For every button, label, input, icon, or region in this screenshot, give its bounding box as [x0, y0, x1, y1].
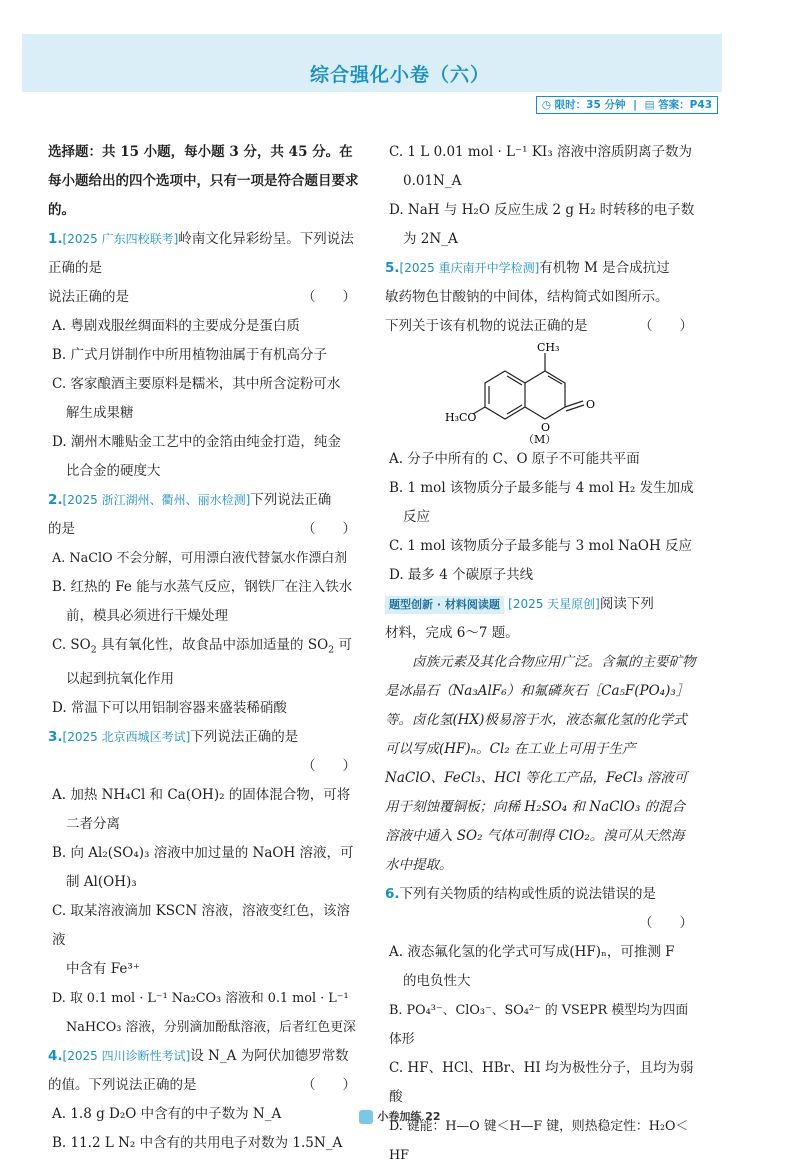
option-a: A. 分子中所有的 C、O 原子不可能共平面 [389, 451, 640, 467]
option-b: B. 向 Al₂(SO₄)₃ 溶液中加过量的 NaOH 溶液，可 [52, 844, 354, 861]
option-b-cont: 前，模具必须进行干燥处理 [66, 608, 228, 624]
question-stem: 下列说法正确的是 [190, 728, 299, 745]
answer-blank: （ ） [302, 757, 356, 774]
right-column [385, 138, 697, 1170]
question-4 [48, 1042, 360, 1158]
answer-ref: 答案：P43 [658, 99, 712, 111]
document-icon: ▤ [644, 99, 655, 111]
option-a-cont: 二者分离 [66, 815, 120, 832]
methoxy-label: H₃CO [445, 411, 477, 424]
option-b-cont: 制 Al(OH)₃ [66, 873, 137, 890]
question-stem-cont2: 下列关于该有机物的说法正确的是 [385, 318, 588, 334]
option-d-cont: 比合金的硬度大 [66, 463, 161, 479]
time-limit: 限时：35 分钟 [554, 99, 626, 111]
instructions: 选择题：共 15 小题，每小题 3 分，共 45 分。在每小题给出的四个选项中，只有一项是符合题目要求的。 [48, 144, 359, 218]
option-b: B. 11.2 L N₂ 中含有的共用电子对数为 1.5N_A [52, 1134, 343, 1151]
question-3 [48, 723, 360, 1042]
coumarin-structure [445, 341, 645, 445]
option-d: D. 最多 4 个碳原子共线 [389, 567, 534, 583]
option-c-cont: 以起到抗氧化作用 [66, 670, 174, 687]
option-a: A. 粤剧戏服丝绸面料的主要成分是蛋白质 [52, 318, 300, 334]
question-stem-cont: 敏药物色甘酸钠的中间体，结构简式如图所示。 [385, 289, 669, 305]
option-b: B. 广式月饼制作中所用植物油属于有机高分子 [52, 347, 328, 363]
question-number: 6. [385, 886, 400, 902]
header-meta: ◷ 限时：35 分钟 | ▤ 答案：P43 [536, 96, 718, 114]
question-stem: 岭南文化异彩纷呈。下列说法正确的是 [48, 231, 354, 276]
option-c: C. 客家酿酒主要原料是糯米，其中所含淀粉可水 [52, 376, 341, 392]
question-1: 1.[2025 广东四校联考]岭南文化异彩纷呈。下列说法正确的是 说法正确的是 （ ） A. 粤剧戏服丝绸面料的主要成分是蛋白质 B. 广式月饼制作中所用植物油属于有机高分子 C. 客家酿酒主要原料是糯米，其中所含淀粉可水 解生成果糖 D. 潮州木雕贴金工艺中的金箔由纯金打造，纯金 比合金的硬度大 [48, 225, 360, 486]
option-c: C. HF、HCl、HBr、HI 均为极性分子，且均为弱酸 [389, 1060, 694, 1105]
question-stem: 有机物 M 是合成抗过 [539, 260, 670, 276]
question-stem: 下列说法正确 [250, 492, 332, 508]
reading-lead: 阅读下列 [599, 596, 654, 612]
question-type-badge: 题型创新 · 材料阅读题 [385, 596, 504, 614]
option-c-cont: 0.01N_A [403, 173, 462, 189]
molecule-structure [385, 341, 697, 445]
option-c: C. $SO_2$ 具有氧化性，故食品中添加适量的 $SO_2$ 可 [52, 637, 352, 656]
clock-icon: ◷ [541, 99, 552, 111]
option-b: B. 1 mol 该物质分子最多能与 4 mol H₂ 发生加成 [389, 480, 694, 496]
question-6 [385, 880, 697, 1170]
option-c: C. 取某溶液滴加 KSCN 溶液，溶液变红色，该溶液 [52, 902, 350, 948]
answer-blank: （ ） [302, 521, 356, 537]
option-a: A. NaClO 不会分解，可用漂白液代替氯水作漂白剂 [52, 551, 347, 566]
option-d: D. 取 0.1 mol · L⁻¹ Na₂CO₃ 溶液和 0.1 mol · L⁻¹ [52, 990, 349, 1006]
source-tag: [2025 浙江湖州、衢州、丽水检测] [62, 493, 251, 507]
option-c: C. 1 mol 该物质分子最多能与 3 mol NaOH 反应 [389, 538, 693, 554]
molecule-label: （M） [523, 433, 557, 445]
option-d-cont: 为 2N_A [403, 231, 458, 247]
page-title: 综合强化小卷（六） [309, 64, 490, 86]
left-column [48, 138, 360, 1158]
methyl-label: CH₃ [537, 341, 560, 354]
question-number: 4. [48, 1047, 63, 1064]
question-2 [48, 486, 360, 723]
answer-blank: （ ） [302, 289, 356, 305]
option-b: B. 红热的 Fe 能与水蒸气反应，钢铁厂在注入铁水 [52, 579, 353, 595]
source-tag: [2025 广东四校联考] [62, 232, 179, 246]
carbonyl-oxygen-label: O [586, 398, 596, 411]
ring-oxygen-label: O [541, 421, 551, 434]
reading-lead-cont: 材料，完成 6～7 题。 [385, 625, 519, 641]
question-stem: 设 N_A 为阿伏加德罗常数 [190, 1047, 349, 1064]
question-stem: 下列有关物质的结构或性质的说法错误的是 [399, 886, 657, 902]
question-number: 5. [385, 260, 400, 276]
answer-blank: （ ） [302, 1076, 356, 1093]
question-stem-cont: 的是 [48, 521, 75, 537]
answer-blank: （ ） [639, 915, 693, 931]
option-d: D. NaH 与 H₂O 反应生成 2 g H₂ 时转移的电子数 [389, 202, 695, 218]
option-c-cont: 解生成果糖 [66, 405, 134, 421]
option-d: D. 常温下可以用铝制容器来盛装稀硝酸 [52, 699, 287, 716]
question-4-cont [385, 138, 697, 254]
question-number: 3. [48, 728, 63, 745]
option-d-cont: NaHCO₃ 溶液，分别滴加酚酞溶液，后者红色更深 [66, 1019, 356, 1035]
option-c-cont: 中含有 Fe³⁺ [66, 960, 140, 977]
answer-blank: （ ） [639, 318, 693, 334]
reading-passage: 卤族元素及其化合物应用广泛。含氟的主要矿物是冰晶石（Na₃AlF₆）和氟磷灰石［Ca₅F(PO₄)₃］等。卤化氢(HX)极易溶于水，液态氟化氢的化学式可以写成(HF)ₙ。Cl₂ 在工业上可用于生产 NaClO、FeCl₃、HCl 等化工产品，FeCl₃ 溶液可用于刻蚀覆铜板；向稀 H₂SO₄ 和 NaClO₃ 的混合溶液中通入 SO₂ 气体可制得 ClO₂。溴可从天然海水中提取。 [385, 654, 696, 873]
question-number: 2. [48, 492, 63, 508]
reading-material [385, 590, 697, 880]
mascot-icon [359, 1110, 373, 1124]
option-a: A. 液态氟化氢的化学式可写成(HF)ₙ，可推测 F [389, 944, 675, 960]
option-a: A. 1.8 g D₂O 中含有的中子数为 N_A [52, 1105, 282, 1122]
footer-label: 小卷加练 22 [377, 1110, 441, 1123]
option-a: A. 加热 NH₄Cl 和 Ca(OH)₂ 的固体混合物，可将 [52, 786, 351, 803]
question-number: 1. [48, 231, 63, 247]
question-5 [385, 254, 697, 590]
source-tag: [2025 四川诊断性考试] [62, 1048, 191, 1063]
option-a-cont: 的电负性大 [403, 973, 471, 989]
source-tag: [2025 北京西城区考试] [62, 729, 191, 744]
option-c: C. 1 L 0.01 mol · L⁻¹ KI₃ 溶液中溶质阴离子数为 [389, 144, 692, 160]
page-footer [0, 1108, 800, 1124]
question-stem-cont: 的值。下列说法正确的是 [48, 1076, 197, 1093]
source-tag: [2025 天星原创] [508, 597, 600, 611]
option-d: D. 键能：H—O 键＜H—F 键，则热稳定性：H₂O＜HF [389, 1119, 689, 1163]
option-b: B. PO₄³⁻、ClO₃⁻、SO₄²⁻ 的 VSEPR 模型均为四面体形 [389, 1003, 689, 1047]
option-b-cont: 反应 [403, 509, 430, 525]
source-tag: [2025 重庆南开中学检测] [399, 261, 540, 275]
option-d: D. 潮州木雕贴金工艺中的金箔由纯金打造，纯金 [52, 434, 341, 450]
